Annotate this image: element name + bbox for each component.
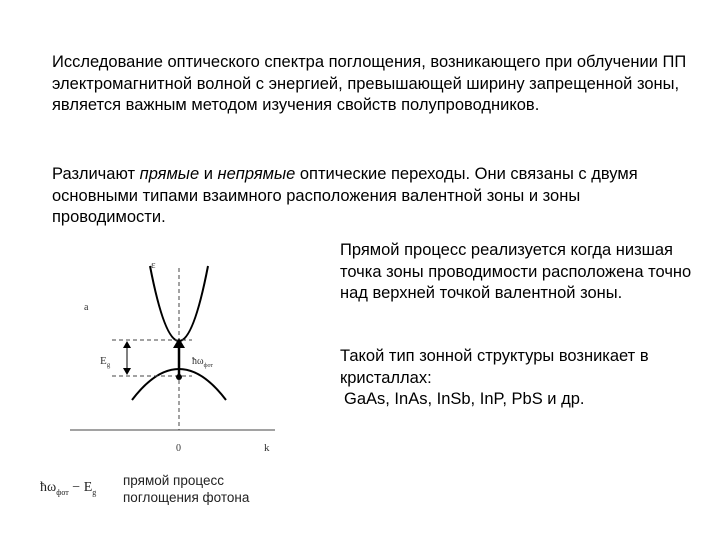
eg-label: [100, 355, 111, 369]
eg-arrow-head-down: [123, 368, 131, 375]
p2-pre: Различают: [52, 165, 140, 183]
photon-energy-formula: [40, 480, 96, 497]
photon-energy-label: [192, 356, 213, 369]
eg-label-main: E: [100, 355, 107, 367]
transitions-paragraph: [52, 164, 692, 229]
diagram-caption: [123, 472, 249, 506]
direct-process-paragraph: Прямой процесс реализуется когда низшая точка зоны проводимости расположена точно над верхней точкой валентной зоны.: [340, 241, 692, 302]
formula-rhs: − E: [68, 480, 93, 495]
materials-list: GaAs, InAs, InSb, InP, PbS и др.: [344, 390, 585, 408]
eg-arrow-head-up: [123, 341, 131, 348]
band-diagram: [60, 248, 300, 463]
direct-term: прямые: [139, 165, 200, 183]
intro-paragraph: Исследование оптического спектра поглощения, возникающего при облучении ПП электромагнитной волной с энергией, превышающей ширину запрещенной зоны, является важным методом изучения свойств полупроводников.: [52, 53, 687, 114]
p2-and: и: [199, 165, 218, 183]
formula-lhs: ħω: [40, 480, 57, 495]
origin-label: 0: [176, 443, 181, 454]
photon-label-main: ħω: [192, 356, 204, 367]
crystals-text: Такой тип зонной структуры возникает в кристаллах:: [340, 347, 649, 387]
crystals-paragraph: [340, 346, 695, 411]
panel-label: a: [84, 302, 89, 313]
k-axis-label: k: [264, 442, 270, 454]
energy-axis-label: ε: [151, 259, 156, 271]
eg-label-sub: g: [106, 361, 111, 369]
caption-line-2: поглощения фотона: [123, 490, 250, 505]
hole-dot: [176, 374, 182, 380]
photon-label-sub: фот: [203, 363, 214, 369]
p2-post: оптические переходы. Они связаны с двумя основными типами взаимного расположения валентной зоны и зоны проводимости.: [52, 165, 638, 226]
formula-rhs-sub: g: [92, 487, 97, 497]
indirect-term: непрямые: [217, 165, 296, 183]
formula-lhs-sub: фот: [56, 487, 69, 497]
caption-line-1: прямой процесс: [123, 473, 224, 488]
